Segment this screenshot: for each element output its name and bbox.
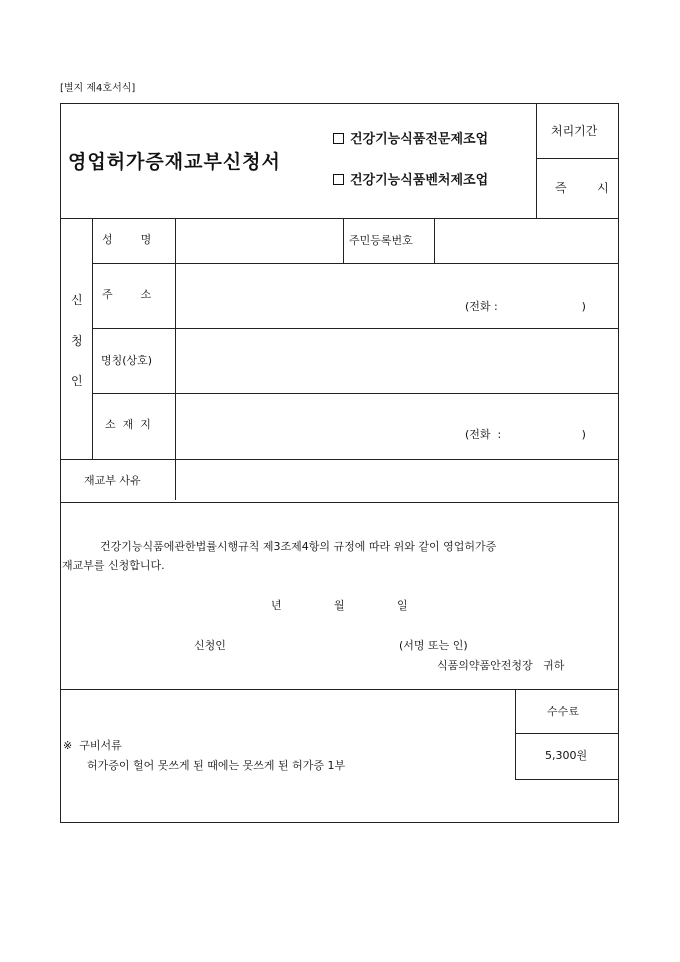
name-rrn-divider <box>343 218 344 263</box>
required-documents-header: ※ 구비서류 <box>63 739 122 752</box>
processing-divider <box>536 158 619 159</box>
option-specialized-manufacturing[interactable] <box>333 131 488 149</box>
fee-header: 수수료 <box>547 705 579 718</box>
address-field[interactable] <box>176 264 618 328</box>
form-title: 영업허가증재교부신청서 <box>68 151 281 173</box>
statement-line-2: 재교부를 신청합니다. <box>62 559 165 572</box>
fee-header-line <box>515 733 619 734</box>
rrn-field[interactable] <box>435 219 618 263</box>
processing-period-header: 처리기간 <box>551 124 598 138</box>
fee-bottom-line <box>515 779 619 780</box>
fee-value: 5,300원 <box>545 749 588 762</box>
applicant-side-char-3: 인 <box>71 374 83 388</box>
statement-line-1: 건강기능식품에관한법률시행규칙 제3조제4항의 규정에 따라 위와 같이 영업허가증 <box>100 540 497 553</box>
fee-divider <box>515 689 516 779</box>
bottom-section-line <box>60 689 619 690</box>
company-name-label: 명칭(상호) <box>101 354 153 367</box>
option-specialized-label: 건강기능식품전문제조업 <box>350 132 489 147</box>
form-number-label: [별지 제4호서식] <box>60 83 136 94</box>
address-phone-label: (전화 : ) <box>465 300 586 313</box>
company-name-field[interactable] <box>176 329 618 393</box>
location-phone-label: (전화 : ) <box>465 428 586 441</box>
applicant-signature-label: 신청인 <box>194 639 226 652</box>
rrn-label: 주민등록번호 <box>349 234 413 247</box>
applicant-side-char-2: 청 <box>71 334 83 348</box>
addressee-label: 식품의약품안전청장 귀하 <box>437 659 565 672</box>
location-field[interactable] <box>176 394 618 459</box>
date-day-label: 일 <box>397 599 408 612</box>
reissue-reason-label: 재교부 사유 <box>84 474 141 487</box>
name-field[interactable] <box>176 219 343 263</box>
applicant-side-divider <box>92 218 93 459</box>
required-document-item: 허가증이 헐어 못쓰게 된 때에는 못쓰게 된 허가증 1부 <box>87 759 346 772</box>
processing-period-value: 즉 시 <box>555 181 609 195</box>
reissue-reason-field[interactable] <box>176 460 618 502</box>
option-venture-manufacturing[interactable] <box>333 172 488 190</box>
checkbox-venture[interactable] <box>333 174 344 185</box>
option-venture-label: 건강기능식품벤처제조업 <box>350 173 489 188</box>
name-label: 성 명 <box>102 233 152 246</box>
header-divider <box>536 103 537 218</box>
address-label: 주 소 <box>102 288 152 301</box>
row-line-5 <box>60 502 619 503</box>
date-month-label: 월 <box>334 599 345 612</box>
signature-or-seal-label: (서명 또는 인) <box>399 639 468 652</box>
date-year-label: 년 <box>271 599 282 612</box>
checkbox-specialized[interactable] <box>333 133 344 144</box>
applicant-side-char-1: 신 <box>71 293 83 307</box>
location-label: 소 재 지 <box>105 418 151 431</box>
